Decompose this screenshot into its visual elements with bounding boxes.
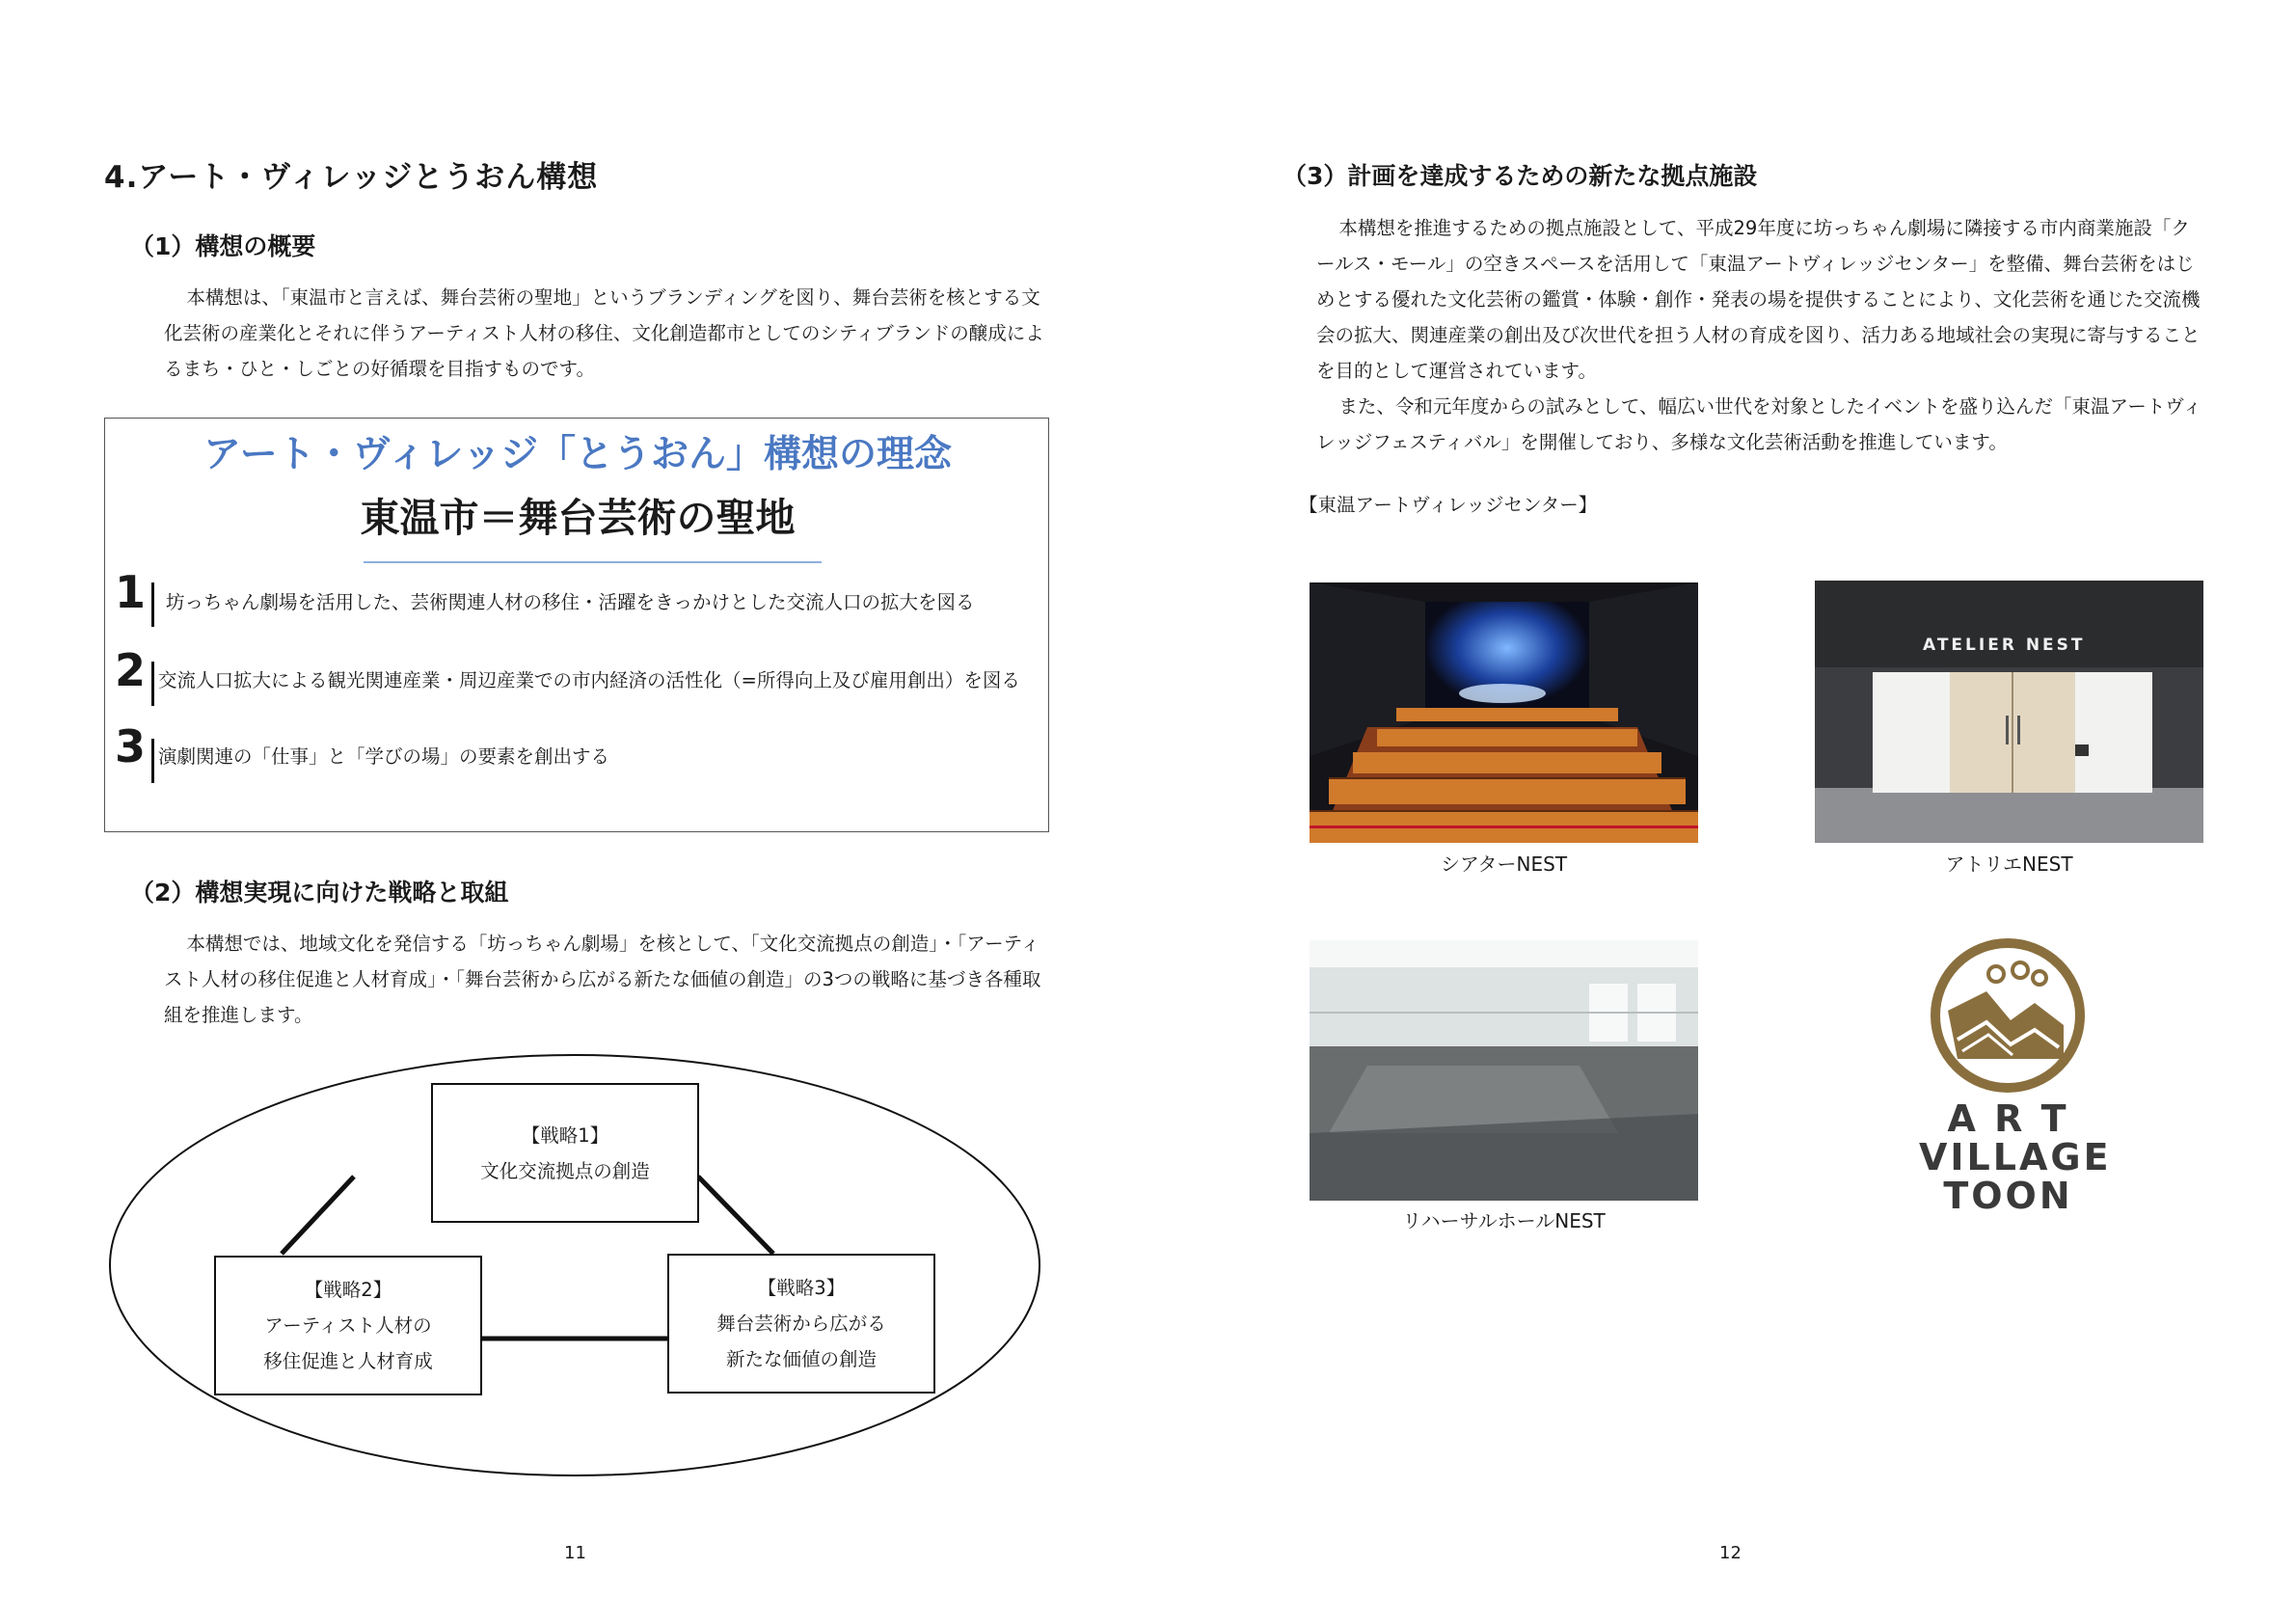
strategy-text: 文化交流拠点の創造 [480, 1159, 650, 1182]
atelier-photo [1815, 581, 2203, 843]
point-bar [151, 582, 154, 627]
rehearsal-photo [1310, 940, 1698, 1201]
photo-caption: リハーサルホールNEST [1402, 1209, 1606, 1232]
photo-caption: シアターNEST [1440, 853, 1568, 876]
subsection-heading-3: （3）計画を達成するための新たな拠点施設 [1283, 162, 1758, 190]
center-label: 【東温アートヴィレッジセンター】 [1299, 494, 1598, 516]
point-bar [151, 739, 154, 783]
subsection-heading-2: （2）構想実現に向けた戦略と取組 [130, 879, 509, 907]
strategy-label: 【戦略2】 [304, 1279, 392, 1301]
subsection-heading-1: （1）構想の概要 [130, 232, 316, 260]
strategy-text: 移住促進と人材育成 [263, 1350, 433, 1372]
logo-emblem-icon [1919, 934, 2097, 1097]
strategy-box-1 [431, 1083, 699, 1223]
art-village-toon-logo [1919, 934, 2112, 1223]
point-text: 演劇関連の「仕事」と「学びの場」の要素を創出する [158, 745, 610, 768]
logo-text-line1: A R T [1947, 1097, 2069, 1140]
strategy-text: 新たな価値の創造 [725, 1348, 877, 1370]
subsection-body-2: 本構想では、地域文化を発信する「坊っちゃん劇場」を核として、「文化交流拠点の創造」・「アーティスト人材の移住促進と人材育成」・「舞台芸術から広がる新たな価値の創造」の3つの戦略に基づき各種取組を推進します。 [164, 933, 1041, 1026]
logo-text-line2: VILLAGE [1919, 1136, 2112, 1178]
subsection-body-3: 本構想を推進するための拠点施設として、平成29年度に坊っちゃん劇場に隣接する市内商業施設「クールス・モール」の空きスペースを活用して「東温アートヴィレッジセンター」を整備、舞台芸術をはじめとする優れた文化芸術の鑑賞・体験・創作・発表の場を提供することにより、文化芸術を通じた交流機会の拡大、関連産業の創出及び次世代を担う人材の育成を図り、活力ある地域社会の実現に寄与することを目的として運営されています。 また、令和元年度からの試みとして、幅広い世代を対象としたイベントを盛り込んだ「東温アートヴィレッジフェスティバル」を開催しており、多様な文化芸術活動を推進しています。 [1316, 217, 2202, 453]
logo-text-line3: TOON [1943, 1175, 2073, 1217]
strategy-box-3 [667, 1254, 935, 1394]
strategy-label: 【戦略3】 [757, 1277, 846, 1299]
strategy-diagram [108, 1051, 1043, 1485]
strategy-text: アーティスト人材の [264, 1314, 432, 1337]
theater-photo [1310, 582, 1698, 843]
atelier-sign: ATELIER NEST [1923, 636, 2086, 655]
subsection-body-1: 本構想は、「東温市と言えば、舞台芸術の聖地」というブランディングを図り、舞台芸術を核とする文化芸術の産業化とそれに伴うアーティスト人材の移住、文化創造都市としてのシティブランドの醸成によるまち・ひと・しごとの好循環を目指すものです。 [164, 286, 1044, 380]
point-number: 2 [115, 644, 147, 696]
philosophy-title: アート・ヴィレッジ「とうおん」構想の理念 [203, 433, 953, 476]
motto-underline [364, 561, 822, 563]
photo-caption: アトリエNEST [1945, 853, 2073, 876]
philosophy-box [104, 418, 1049, 832]
strategy-text: 舞台芸術から広がる [716, 1313, 886, 1335]
section-title: 4.アート・ヴィレッジとうおん構想 [104, 160, 599, 195]
strategy-label: 【戦略1】 [521, 1123, 609, 1147]
point-number: 3 [115, 720, 147, 772]
point-text: 交流人口拡大による観光関連産業・周辺産業での市内経済の活性化（=所得向上及び雇用創出）を図る [158, 669, 1020, 691]
page-number-left: 11 [564, 1543, 586, 1563]
point-number: 1 [115, 566, 147, 618]
strategy-box-2 [214, 1256, 482, 1395]
point-bar [151, 662, 154, 706]
point-text: 坊っちゃん劇場を活用した、芸術関連人材の移住・活躍をきっかけとした交流人口の拡大を図る [166, 591, 975, 613]
page-number-right: 12 [1719, 1543, 1742, 1563]
philosophy-motto: 東温市＝舞台芸術の聖地 [360, 495, 796, 541]
